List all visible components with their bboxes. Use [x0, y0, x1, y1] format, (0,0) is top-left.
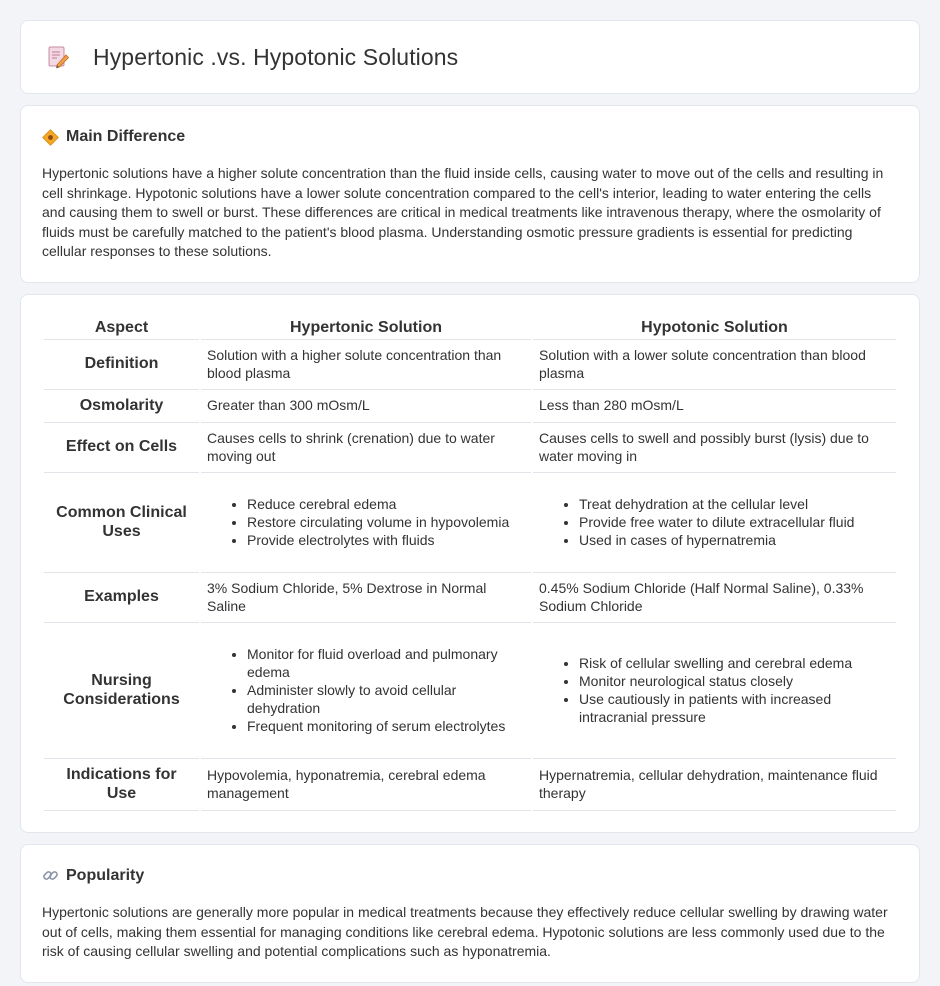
row-aspect: Indications for Use: [44, 759, 199, 811]
row-hypertonic: Hypovolemia, hyponatremia, cerebral edema management: [201, 759, 531, 811]
main-difference-title: Main Difference: [66, 128, 186, 145]
row-aspect: Effect on Cells: [44, 423, 199, 473]
table-row: [44, 423, 896, 473]
main-difference-heading: [42, 128, 898, 146]
main-difference-text: Hypertonic solutions have a higher solute concentration than the fluid inside cells, causing water to move out of the cells and resulting in cell shrinkage. Hypotonic solutions have a lower solute concentration compared to the cell's interior, leading to water entering the cells and causing them to swell or burst. These differences are critical in medical treatments like intravenous therapy, where the osmolarity of fluids must be carefully matched to the patient's blood plasma. Understanding osmotic pressure gradients is essential for predicting cellular responses to these solutions.: [42, 165, 884, 260]
row-aspect: Common Clinical Uses: [44, 473, 199, 573]
row-hypotonic: Less than 280 mOsm/L: [533, 390, 896, 423]
row-aspect: Nursing Considerations: [44, 623, 199, 759]
hypertonic-nursing-list: [207, 645, 525, 735]
list-item: • Used in cases of hypernatremia: [579, 531, 890, 549]
row-hypertonic: Greater than 300 mOsm/L: [201, 390, 531, 423]
list-item: • Use cautiously in patients with increased intracranial pressure: [579, 690, 890, 726]
table-row: [44, 473, 896, 573]
table-row: [44, 573, 896, 623]
popularity-text: Hypertonic solutions are generally more popular in medical treatments because they effectively reduce cellular swelling by drawing water out of cells, making them essential for managing conditions like cerebral edema. Hypotonic solutions are less commonly used due to the risk of causing cellular swelling and potential complications such as hyponatremia.: [42, 903, 888, 960]
list-item: • Reduce cerebral edema: [247, 495, 525, 513]
header-hypotonic: Hypotonic Solution: [533, 315, 896, 340]
link-chain-icon: [42, 867, 59, 884]
row-hypotonic: 0.45% Sodium Chloride (Half Normal Saline), 0.33% Sodium Chloride: [533, 573, 896, 623]
row-hypotonic: Solution with a lower solute concentration than blood plasma: [533, 340, 896, 390]
row-hypotonic: [533, 473, 896, 573]
table-row: [44, 340, 896, 390]
document-pencil-icon: [45, 44, 71, 70]
row-hypertonic: [201, 473, 531, 573]
row-hypotonic: Hypernatremia, cellular dehydration, maintenance fluid therapy: [533, 759, 896, 811]
row-hypertonic: Solution with a higher solute concentration than blood plasma: [201, 340, 531, 390]
list-item: • Administer slowly to avoid cellular dehydration: [247, 681, 525, 717]
hypertonic-uses-list: [207, 495, 525, 549]
hypotonic-nursing-list: [539, 654, 890, 726]
row-hypertonic: Causes cells to shrink (crenation) due to water moving out: [201, 423, 531, 473]
table-header-row: [44, 315, 896, 340]
row-aspect: Examples: [44, 573, 199, 623]
table-row: [44, 390, 896, 423]
comparison-table: [42, 315, 898, 811]
page-title: Hypertonic .vs. Hypotonic Solutions: [93, 43, 459, 70]
header-hypertonic: Hypertonic Solution: [201, 315, 531, 340]
list-item: • Provide electrolytes with fluids: [247, 531, 525, 549]
header-card: [20, 20, 920, 94]
table-row: [44, 759, 896, 811]
row-hypertonic: [201, 623, 531, 759]
list-item: • Monitor for fluid overload and pulmonary edema: [247, 645, 525, 681]
list-item: • Risk of cellular swelling and cerebral edema: [579, 654, 890, 672]
popularity-card: [20, 844, 920, 983]
row-hypotonic: Causes cells to swell and possibly burst (lysis) due to water moving in: [533, 423, 896, 473]
row-hypotonic: [533, 623, 896, 759]
table-row: [44, 623, 896, 759]
row-aspect: Osmolarity: [44, 390, 199, 423]
main-difference-card: [20, 105, 920, 283]
list-item: • Frequent monitoring of serum electrolytes: [247, 717, 525, 735]
comparison-card: [20, 294, 920, 833]
list-item: • Treat dehydration at the cellular level: [579, 495, 890, 513]
row-hypertonic: 3% Sodium Chloride, 5% Dextrose in Normal Saline: [201, 573, 531, 623]
list-item: • Monitor neurological status closely: [579, 672, 890, 690]
diamond-shape-icon: [42, 129, 59, 146]
list-item: • Restore circulating volume in hypovolemia: [247, 513, 525, 531]
popularity-title: Popularity: [66, 866, 145, 884]
row-aspect: Definition: [44, 340, 199, 390]
hypotonic-uses-list: [539, 495, 890, 549]
list-item: • Provide free water to dilute extracellular fluid: [579, 513, 890, 531]
header-aspect: Aspect: [44, 315, 199, 340]
popularity-heading: [42, 867, 898, 885]
